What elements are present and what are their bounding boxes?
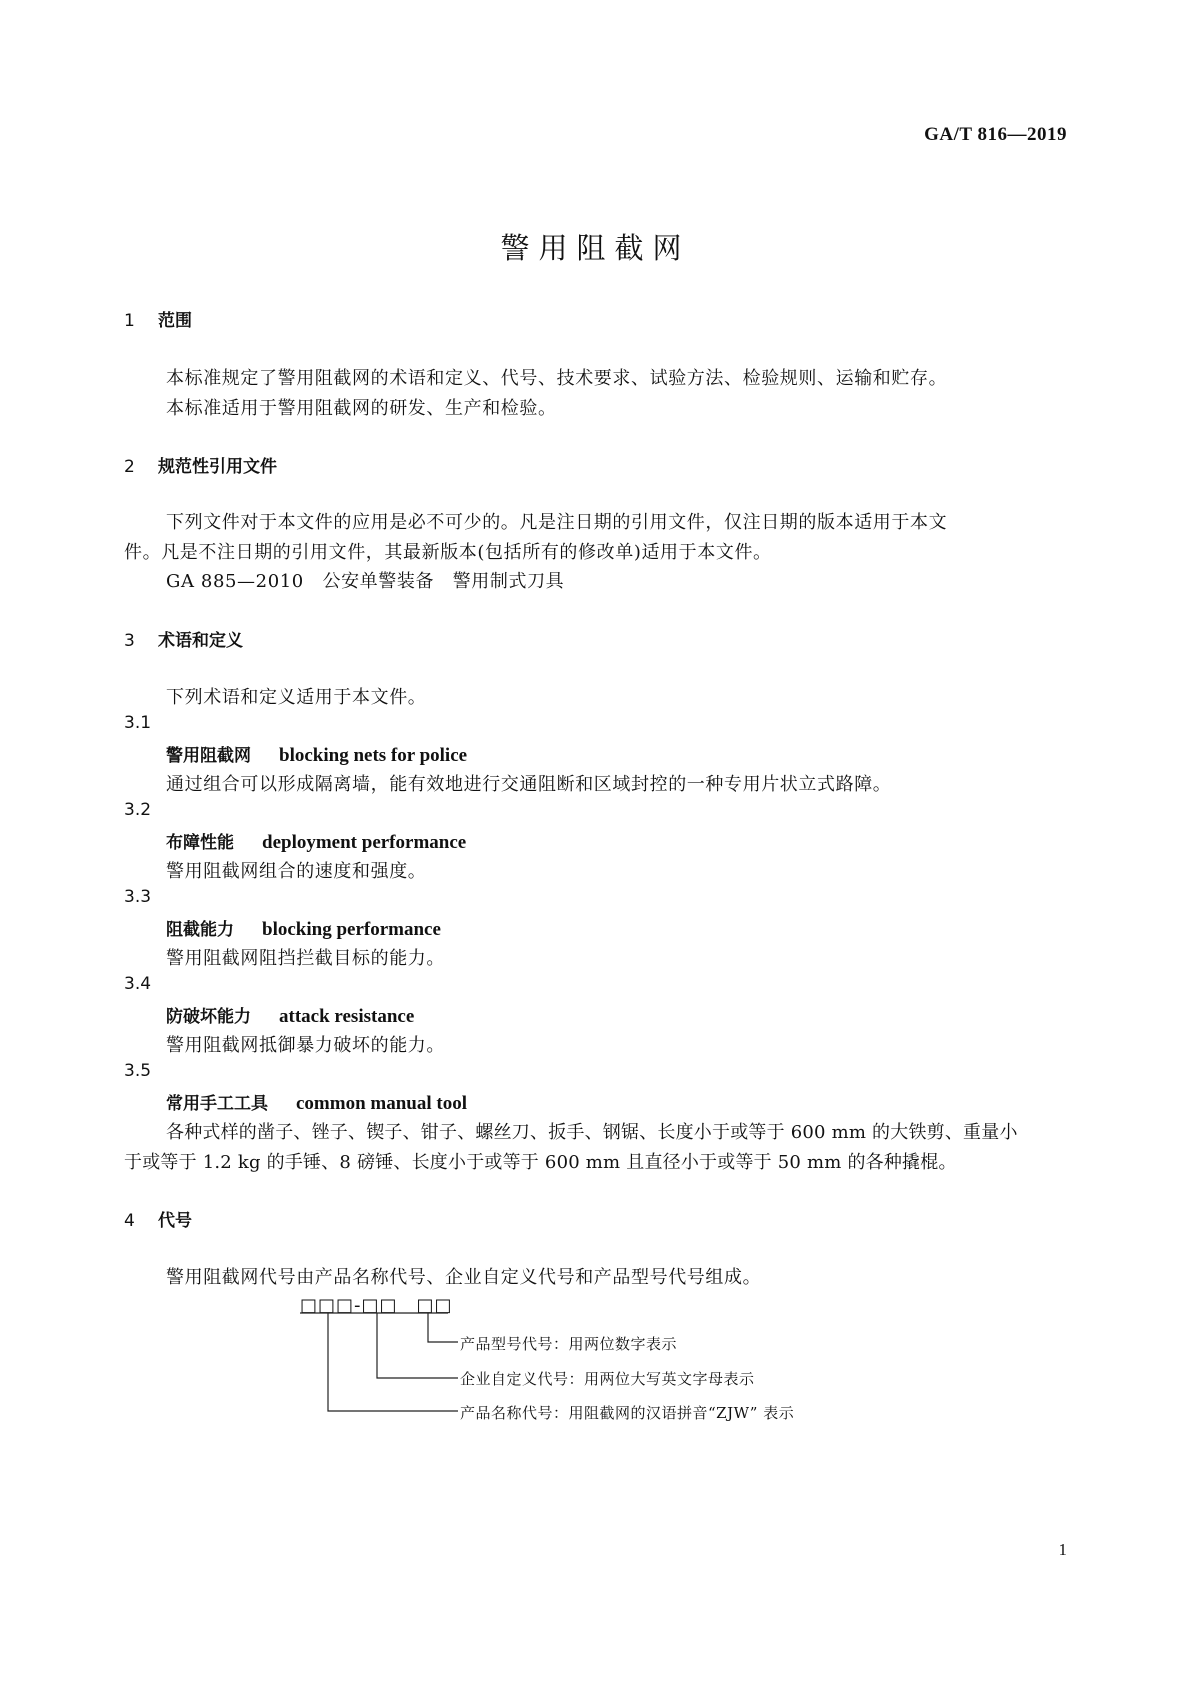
leader-line-product-name	[328, 1313, 458, 1411]
term-definition: 警用阻截网阻挡拦截目标的能力。	[166, 948, 445, 969]
term-zh: 防破坏能力	[166, 1007, 251, 1027]
term-zh: 常用手工工具	[166, 1094, 268, 1114]
term-zh: 警用阻截网	[166, 746, 251, 766]
term-zh: 布障性能	[166, 833, 234, 853]
term-definition: 警用阻截网组合的速度和强度。	[166, 861, 427, 882]
page-number: 1	[1058, 1540, 1067, 1559]
leader-line-enterprise	[377, 1313, 458, 1378]
term-number: 3.5	[124, 1061, 152, 1081]
term-definition: 通过组合可以形成隔离墙，能有效地进行交通阻断和区域封控的一种专用片状立式路障。	[166, 774, 892, 795]
standard-code: GA/T 816—2019	[924, 124, 1067, 145]
term-en: blocking nets for police	[279, 745, 468, 766]
term-definition-line: 各种式样的凿子、锉子、锲子、钳子、螺丝刀、扳手、钢锯、长度小于或等于 600 mm 的大铁剪、重量小	[166, 1122, 1018, 1143]
document-title: 警用阻截网	[500, 231, 691, 265]
term-definition: 警用阻截网抵御暴力破坏的能力。	[166, 1035, 445, 1056]
term-zh: 阻截能力	[166, 920, 234, 940]
section-number: 4	[124, 1211, 135, 1231]
code-label-model: 产品型号代号：用两位数字表示	[460, 1335, 678, 1353]
term-en: deployment performance	[262, 832, 467, 853]
paragraph: 本标准规定了警用阻截网的术语和定义、代号、技术要求、试验方法、检验规则、运输和贮存。	[166, 368, 948, 389]
section-title: 术语和定义	[158, 631, 243, 651]
paragraph-line: 件。凡是不注日期的引用文件，其最新版本(包括所有的修改单)适用于本文件。	[124, 542, 772, 563]
term-en: attack resistance	[279, 1006, 415, 1027]
section-number: 1	[124, 311, 135, 331]
term-number: 3.4	[124, 974, 152, 994]
section-number: 2	[124, 457, 135, 477]
normative-reference: GA 885—2010 公安单警装备 警用制式刀具	[166, 571, 565, 592]
section-title: 范围	[158, 311, 192, 331]
leader-line-model	[428, 1313, 458, 1342]
section-title: 代号	[158, 1211, 192, 1231]
term-definition-line: 于或等于 1.2 kg 的手锤、8 磅锤、长度小于或等于 600 mm 且直径小于或等于 50 mm 的各种撬棍。	[124, 1152, 957, 1173]
paragraph: 警用阻截网代号由产品名称代号、企业自定义代号和产品型号代号组成。	[166, 1267, 762, 1288]
code-label-product-name: 产品名称代号：用阻截网的汉语拼音“ZJW” 表示	[460, 1404, 795, 1422]
term-en: common manual tool	[296, 1093, 467, 1114]
section-title: 规范性引用文件	[158, 457, 277, 477]
term-number: 3.2	[124, 800, 152, 820]
paragraph: 本标准适用于警用阻截网的研发、生产和检验。	[166, 398, 557, 419]
paragraph: 下列术语和定义适用于本文件。	[166, 687, 427, 708]
section-number: 3	[124, 631, 135, 651]
term-number: 3.1	[124, 713, 152, 733]
term-en: blocking performance	[262, 919, 441, 940]
paragraph-line: 下列文件对于本文件的应用是必不可少的。凡是注日期的引用文件，仅注日期的版本适用于本文	[166, 512, 948, 533]
code-label-enterprise: 企业自定义代号：用两位大写英文字母表示	[460, 1370, 755, 1388]
code-template: □□□-□□ □□	[300, 1295, 453, 1316]
term-number: 3.3	[124, 887, 152, 907]
